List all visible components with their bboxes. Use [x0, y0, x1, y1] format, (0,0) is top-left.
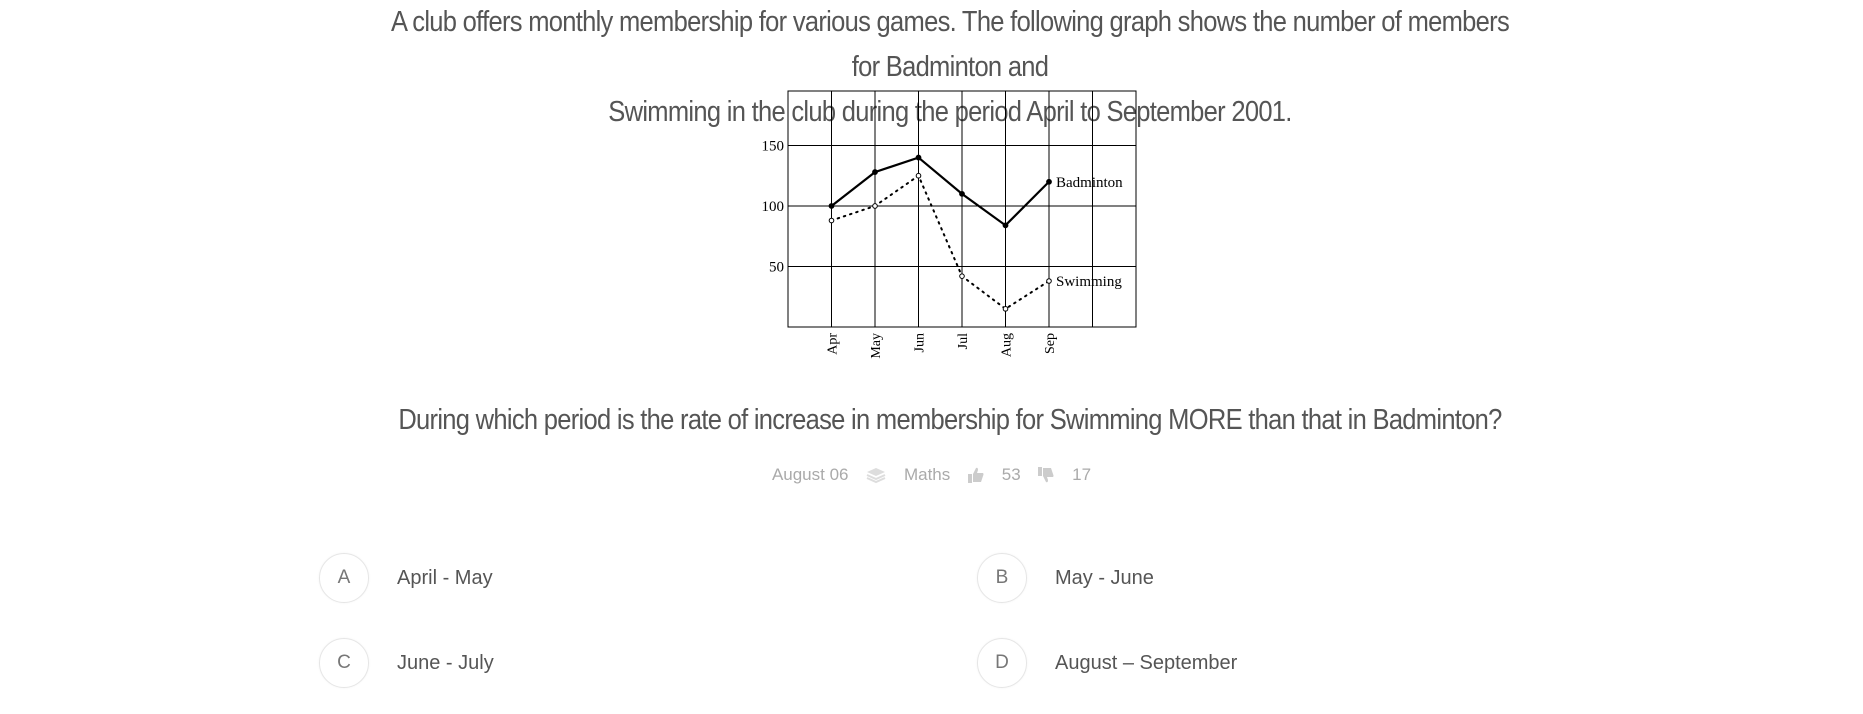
data-point-swimming: [960, 274, 965, 279]
question-meta: [0, 464, 1863, 485]
option-c[interactable]: [319, 638, 494, 688]
subject-label: Maths: [903, 464, 951, 484]
y-tick-label: 50: [769, 259, 784, 276]
data-point-swimming: [916, 173, 921, 178]
dislikes-count: 17: [1072, 464, 1092, 484]
likes-count: 53: [1001, 464, 1021, 484]
thumbs-down-icon[interactable]: [1037, 465, 1055, 485]
option-letter[interactable]: A: [319, 553, 369, 603]
intro-line-2: Swimming in the club during the period April to September 2001.: [608, 96, 1292, 128]
question-text: During which period is the rate of increase in membership for Swimming MORE than that in Badminton?: [398, 404, 1502, 436]
option-letter[interactable]: C: [319, 638, 369, 688]
data-point-swimming: [829, 218, 834, 223]
x-tick-label: Jul: [956, 333, 971, 350]
data-point-badminton: [1047, 179, 1052, 184]
thumbs-up-icon[interactable]: [967, 465, 985, 485]
option-b[interactable]: [977, 553, 1154, 603]
x-tick-label: Sep: [1043, 333, 1058, 354]
option-text[interactable]: August – September: [1055, 651, 1238, 674]
data-point-badminton: [960, 191, 965, 196]
x-tick-label: Apr: [825, 333, 841, 355]
x-tick-label: Aug: [999, 333, 1015, 358]
data-point-badminton: [1003, 223, 1008, 228]
data-point-badminton: [873, 170, 878, 175]
x-tick-label: May: [869, 333, 884, 359]
option-a[interactable]: [319, 553, 493, 603]
series-line-swimming: [832, 176, 1050, 309]
layers-icon: [865, 465, 887, 485]
series-label-badminton: Badminton: [1056, 174, 1123, 191]
option-text[interactable]: May - June: [1055, 566, 1154, 589]
data-point-badminton: [829, 204, 834, 209]
option-text[interactable]: June - July: [397, 651, 494, 674]
series-line-badminton: [832, 158, 1050, 226]
data-point-swimming: [873, 204, 878, 209]
option-letter[interactable]: D: [977, 638, 1027, 688]
data-point-swimming: [1047, 279, 1052, 284]
series-label-swimming: Swimming: [1056, 274, 1122, 291]
y-tick-label: 100: [761, 198, 784, 215]
date-label: August 06: [771, 464, 849, 484]
x-tick-label: Jun: [912, 333, 928, 353]
y-tick-label: 150: [761, 138, 784, 155]
option-d[interactable]: [977, 638, 1237, 688]
intro-line-1: A club offers monthly membership for various games. The following graph shows the number of members for Badminton and: [390, 6, 1510, 83]
data-point-swimming: [1003, 307, 1008, 312]
option-letter[interactable]: B: [977, 553, 1027, 603]
option-text[interactable]: April - May: [397, 566, 493, 589]
membership-line-chart: [740, 86, 1140, 386]
data-point-badminton: [916, 155, 921, 160]
